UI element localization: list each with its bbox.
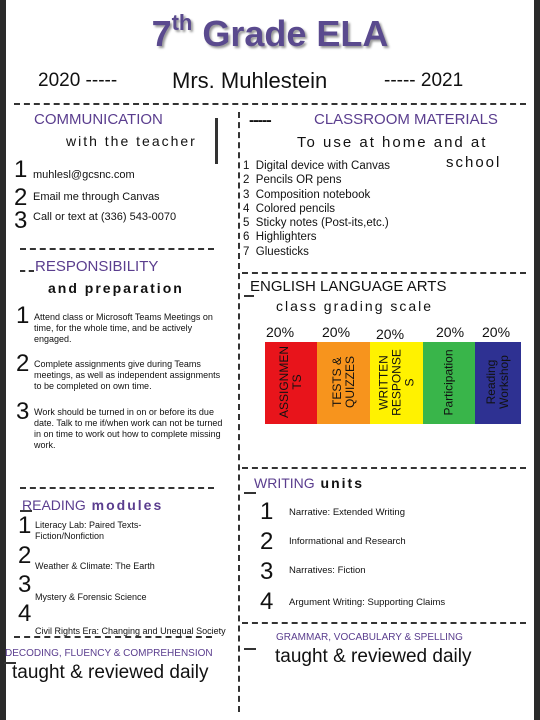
reading-title: READING modules — [22, 497, 164, 513]
resp-divider — [20, 487, 214, 489]
grade-bar-written — [370, 342, 423, 424]
material-item-3: 3 Composition notebook — [243, 188, 371, 201]
reading-number-2: 2 — [18, 542, 32, 569]
grammar-daily: taught & reviewed daily — [275, 646, 472, 667]
writing-unit-4: Argument Writing: Supporting Claims — [289, 597, 446, 608]
grading-title: ENGLISH LANGUAGE ARTS — [250, 278, 447, 295]
materials-list — [243, 159, 390, 259]
writing-unit-2: Informational and Research — [289, 536, 406, 547]
comm-canvas: Email me through Canvas — [33, 191, 160, 203]
material-item-5: 5 Sticky notes (Post-its,etc.) — [243, 217, 389, 230]
writing-dash — [244, 492, 256, 494]
materials-dashes: ----- — [249, 112, 271, 129]
writing-unit-3: Narratives: Fiction — [289, 565, 366, 576]
comm-divider — [20, 248, 214, 250]
writing-unit-1: Narrative: Extended Writing — [289, 507, 405, 518]
resp-item-1: Attend class or Microsoft Teams Meetings on time, for the whole time, and be actively engaged. — [34, 312, 213, 344]
materials-title: CLASSROOM MATERIALS — [314, 111, 498, 128]
communication-title: COMMUNICATION — [34, 111, 163, 128]
material-item-6: 6 Highlighters — [243, 231, 317, 244]
reading-footer-daily: taught & reviewed daily — [12, 662, 209, 683]
reading-number-1: 1 — [18, 512, 32, 539]
grade-label-tests: TESTS & QUIZZES — [330, 356, 357, 409]
grade-bar-assignments — [265, 342, 317, 424]
comm-number-2: 2 — [14, 184, 28, 211]
resp-item-3: Work should be turned in on or before its due date. Talk to me if/when work can not be turned in on time to work out how to complete missing work. — [34, 407, 223, 450]
grade-bar-participation — [423, 342, 475, 424]
grade-label-assignments: ASSIGNMEN TS — [277, 346, 304, 419]
communication-subtitle: with the teacher — [66, 133, 197, 149]
comm-phone: Call or text at (336) 543-0070 — [33, 211, 177, 223]
writing-number-1: 1 — [260, 498, 274, 525]
material-item-2: 2 Pencils OR pens — [243, 174, 342, 187]
resp-number-1: 1 — [16, 302, 30, 329]
material-item-1: 1 Digital device with Canvas — [243, 160, 391, 172]
grade-percent-assignments: 20% — [266, 324, 295, 340]
center-divider — [238, 112, 240, 712]
grading-subtitle: class grading scale — [276, 298, 434, 314]
year-right: ----- 2021 — [384, 70, 464, 91]
grammar-dash — [244, 648, 256, 650]
grade-label-participation: Participation — [441, 349, 456, 416]
grade-label-reading: Reading Workshop — [484, 355, 511, 409]
reading-module-1: Literacy Lab: Paired Texts-Fiction/Nonfiction — [35, 520, 142, 541]
responsibility-subtitle: and preparation — [48, 280, 184, 296]
grading-dash — [244, 295, 254, 297]
grammar-caps: GRAMMAR, VOCABULARY & SPELLING — [276, 632, 463, 643]
comm-number-3: 3 — [14, 207, 28, 234]
grade-bar-reading — [475, 342, 521, 424]
reading-module-3: Mystery & Forensic Science — [35, 592, 147, 602]
comm-number-1: 1 — [14, 156, 28, 183]
comm-bracket — [215, 118, 218, 164]
resp-number-2: 2 — [16, 350, 30, 377]
reading-divider — [14, 636, 212, 638]
reading-module-4: Civil Rights Era: Changing and Unequal Society — [35, 626, 226, 636]
writing-number-3: 3 — [260, 558, 274, 585]
page-title: 7th Grade ELA — [151, 10, 389, 54]
resp-number-3: 3 — [16, 398, 30, 425]
writing-title: WRITING units — [254, 475, 364, 491]
teacher-name: Mrs. Muhlestein — [172, 68, 328, 93]
grade-label-written: WRITTEN RESPONSE S — [376, 349, 417, 416]
reading-number-3: 3 — [18, 571, 32, 598]
reading-module-2: Weather & Climate: The Earth — [35, 561, 155, 571]
resp-item-2: Complete assignments give during Teams meetings, as well as independent assignments to be completed on own time. — [34, 359, 221, 391]
comm-email[interactable]: muhlesl@gcsnc.com — [33, 169, 135, 181]
grade-percent-written: 20% — [376, 326, 405, 342]
writing-number-4: 4 — [260, 588, 274, 615]
materials-divider — [242, 272, 526, 274]
writing-number-2: 2 — [260, 528, 274, 555]
grade-percent-participation: 20% — [436, 324, 465, 340]
grade-bar-tests — [317, 342, 370, 424]
year-left: 2020 ----- — [38, 70, 118, 91]
material-item-4: 4 Colored pencils — [243, 202, 336, 215]
writing-divider — [242, 622, 526, 624]
grade-percent-tests: 20% — [322, 324, 351, 340]
material-item-7: 7 Gluesticks — [243, 245, 309, 258]
resp-dash — [20, 270, 34, 272]
materials-subtitle-1: To use at home and at — [297, 134, 488, 151]
reading-number-4: 4 — [18, 600, 32, 627]
grade-percent-reading: 20% — [482, 324, 511, 340]
materials-subtitle-2: school — [446, 154, 502, 171]
header-divider — [14, 103, 526, 105]
responsibility-title: RESPONSIBILITY — [35, 258, 159, 275]
reading-footer-caps: DECODING, FLUENCY & COMPREHENSION — [5, 648, 213, 659]
grading-divider — [242, 467, 526, 469]
